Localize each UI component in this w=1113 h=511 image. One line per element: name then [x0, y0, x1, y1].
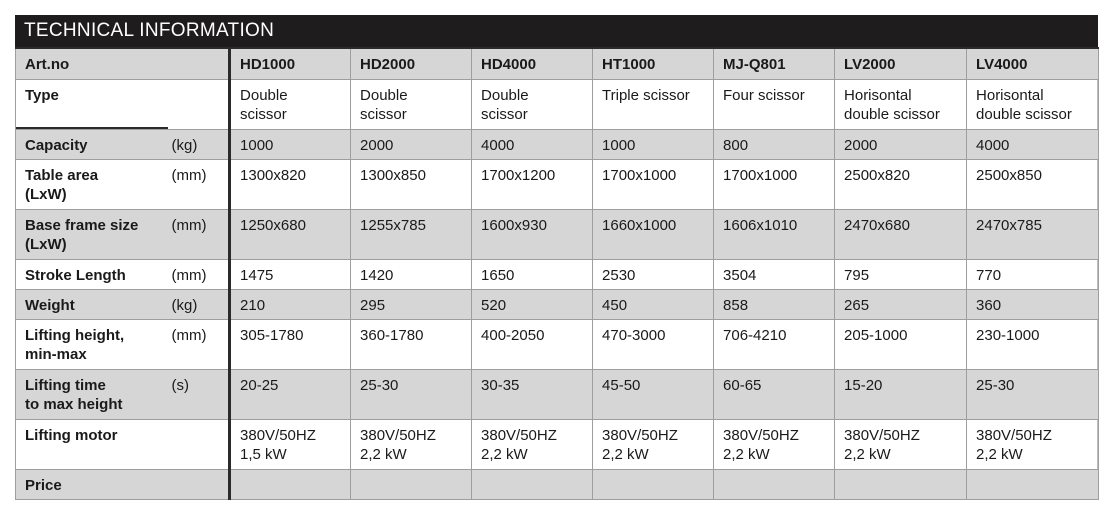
value-cell-mj-q801 — [714, 469, 835, 499]
value-cell-lv2000 — [835, 259, 967, 289]
value-cell-hd1000 — [230, 159, 351, 209]
cell-text: 858 — [723, 296, 749, 314]
cell-text: 380V/50HZ — [240, 426, 316, 444]
value-cell-hd4000 — [472, 369, 593, 419]
value-cell-lv2000 — [835, 369, 967, 419]
cell-text: 2,2 kW — [723, 445, 770, 463]
value-cell-hd4000 — [472, 419, 593, 469]
value-cell-hd4000 — [472, 319, 593, 369]
value-cell-hd2000 — [351, 129, 472, 159]
model-header-mj-q801: MJ-Q801 — [714, 48, 835, 79]
spec-row — [16, 259, 1099, 289]
value-cell-lv2000 — [835, 319, 967, 369]
spec-row — [16, 79, 1099, 129]
row-unit — [168, 79, 230, 129]
model-header-lv4000: LV4000 — [967, 48, 1099, 79]
model-header-lv2000: LV2000 — [835, 48, 967, 79]
cell-text: 4000 — [976, 136, 1010, 154]
cell-text: 1420 — [360, 266, 394, 284]
cell-text: 1300x850 — [360, 166, 426, 184]
cell-text: 360 — [976, 296, 1002, 314]
cell-text: to max height — [25, 395, 123, 413]
cell-text: Horisontal — [844, 86, 912, 104]
spec-row — [16, 369, 1099, 419]
cell-text: 770 — [976, 266, 1002, 284]
cell-text: 2470x785 — [976, 216, 1042, 234]
value-cell-hd4000 — [472, 209, 593, 259]
row-unit: (mm) — [168, 209, 230, 259]
cell-text: Double — [240, 86, 288, 104]
value-cell-hd2000 — [351, 289, 472, 319]
value-cell-lv2000 — [835, 79, 967, 129]
value-cell-hd2000 — [351, 419, 472, 469]
row-unit — [168, 469, 230, 499]
cell-text: 265 — [844, 296, 870, 314]
cell-text: Table area — [25, 166, 99, 184]
table-title: TECHNICAL INFORMATION — [15, 15, 1098, 47]
value-cell-hd1000 — [230, 259, 351, 289]
cell-text: 2000 — [844, 136, 878, 154]
value-cell-hd2000 — [351, 209, 472, 259]
cell-text: 30-35 — [481, 376, 520, 394]
value-cell-lv4000 — [967, 209, 1099, 259]
row-label — [16, 129, 168, 159]
value-cell-ht1000 — [593, 209, 714, 259]
spec-row — [16, 159, 1099, 209]
cell-text: 800 — [723, 136, 749, 154]
row-label — [16, 209, 168, 259]
label-underline — [16, 127, 168, 129]
value-cell-mj-q801 — [714, 289, 835, 319]
cell-text: scissor — [481, 105, 528, 123]
row-label — [16, 159, 168, 209]
cell-text: 2,2 kW — [844, 445, 891, 463]
cell-text: 1700x1200 — [481, 166, 556, 184]
cell-text: double scissor — [976, 105, 1072, 123]
cell-text: 1000 — [602, 136, 636, 154]
model-header-hd4000: HD4000 — [472, 48, 593, 79]
model-header-hd2000: HD2000 — [351, 48, 472, 79]
value-cell-hd4000 — [472, 469, 593, 499]
model-header-hd1000: HD1000 — [230, 48, 351, 79]
row-label-text: Stroke Length — [25, 266, 126, 284]
value-cell-ht1000 — [593, 159, 714, 209]
value-cell-hd1000 — [230, 79, 351, 129]
row-label-text: Weight — [25, 296, 75, 314]
model-header-ht1000: HT1000 — [593, 48, 714, 79]
value-cell-ht1000 — [593, 259, 714, 289]
value-cell-lv4000 — [967, 469, 1099, 499]
spec-row — [16, 419, 1099, 469]
cell-text: Horisontal — [976, 86, 1044, 104]
cell-text: 380V/50HZ — [481, 426, 557, 444]
value-cell-mj-q801 — [714, 259, 835, 289]
value-cell-hd2000 — [351, 79, 472, 129]
cell-text: (LxW) — [25, 185, 67, 203]
value-cell-hd4000 — [472, 259, 593, 289]
cell-text: 45-50 — [602, 376, 641, 394]
cell-text: 2,2 kW — [360, 445, 407, 463]
row-unit: (mm) — [168, 159, 230, 209]
value-cell-ht1000 — [593, 369, 714, 419]
cell-text: 706-4210 — [723, 326, 787, 344]
row-unit: (mm) — [168, 259, 230, 289]
value-cell-mj-q801 — [714, 129, 835, 159]
row-unit: (mm) — [168, 319, 230, 369]
cell-text: 470-3000 — [602, 326, 666, 344]
value-cell-ht1000 — [593, 289, 714, 319]
cell-text: 295 — [360, 296, 386, 314]
cell-text: 1,5 kW — [240, 445, 287, 463]
row-unit — [168, 419, 230, 469]
value-cell-hd1000 — [230, 209, 351, 259]
value-cell-hd2000 — [351, 159, 472, 209]
value-cell-lv4000 — [967, 259, 1099, 289]
cell-text: 230-1000 — [976, 326, 1040, 344]
cell-text: 380V/50HZ — [844, 426, 920, 444]
row-label-text: Price — [25, 476, 62, 494]
value-cell-hd4000 — [472, 289, 593, 319]
row-label — [16, 289, 168, 319]
cell-text: 2470x680 — [844, 216, 910, 234]
cell-text: 2000 — [360, 136, 394, 154]
value-cell-hd4000 — [472, 159, 593, 209]
header-label: Art.no — [16, 48, 230, 79]
value-cell-hd1000 — [230, 319, 351, 369]
spec-row — [16, 209, 1099, 259]
value-cell-ht1000 — [593, 129, 714, 159]
cell-text: 360-1780 — [360, 326, 424, 344]
cell-text: 380V/50HZ — [976, 426, 1052, 444]
cell-text: 2,2 kW — [976, 445, 1023, 463]
cell-text: min-max — [25, 345, 87, 363]
value-cell-hd2000 — [351, 469, 472, 499]
value-cell-lv2000 — [835, 159, 967, 209]
cell-text: 25-30 — [360, 376, 399, 394]
cell-text: 1475 — [240, 266, 274, 284]
spec-row — [16, 469, 1099, 499]
cell-text: 2,2 kW — [481, 445, 528, 463]
cell-text: 1250x680 — [240, 216, 306, 234]
spec-table — [15, 47, 1099, 500]
value-cell-lv2000 — [835, 209, 967, 259]
cell-text: 1300x820 — [240, 166, 306, 184]
cell-text: 305-1780 — [240, 326, 304, 344]
cell-text: Triple scissor — [602, 86, 690, 104]
cell-text: 205-1000 — [844, 326, 908, 344]
value-cell-hd2000 — [351, 319, 472, 369]
row-label-text: Lifting motor — [25, 426, 118, 444]
value-cell-hd1000 — [230, 369, 351, 419]
cell-text: 15-20 — [844, 376, 883, 394]
value-cell-hd2000 — [351, 369, 472, 419]
cell-text: 1650 — [481, 266, 515, 284]
value-cell-mj-q801 — [714, 209, 835, 259]
cell-text: 1606x1010 — [723, 216, 798, 234]
cell-text: 2,2 kW — [602, 445, 649, 463]
cell-text: 1600x930 — [481, 216, 547, 234]
value-cell-ht1000 — [593, 419, 714, 469]
row-label — [16, 369, 168, 419]
value-cell-lv4000 — [967, 319, 1099, 369]
value-cell-ht1000 — [593, 79, 714, 129]
row-label — [16, 259, 168, 289]
row-label — [16, 469, 168, 499]
value-cell-mj-q801 — [714, 79, 835, 129]
cell-text: 20-25 — [240, 376, 279, 394]
value-cell-hd1000 — [230, 129, 351, 159]
cell-text: 1700x1000 — [723, 166, 798, 184]
cell-text: 1660x1000 — [602, 216, 677, 234]
cell-text: 4000 — [481, 136, 515, 154]
value-cell-mj-q801 — [714, 369, 835, 419]
cell-text: double scissor — [844, 105, 940, 123]
value-cell-lv4000 — [967, 369, 1099, 419]
row-unit: (s) — [168, 369, 230, 419]
spec-row — [16, 319, 1099, 369]
cell-text: 60-65 — [723, 376, 762, 394]
value-cell-ht1000 — [593, 469, 714, 499]
value-cell-lv2000 — [835, 469, 967, 499]
value-cell-hd1000 — [230, 289, 351, 319]
cell-text: 400-2050 — [481, 326, 545, 344]
value-cell-hd2000 — [351, 259, 472, 289]
value-cell-hd4000 — [472, 129, 593, 159]
cell-text: 1255x785 — [360, 216, 426, 234]
row-label-text: Capacity — [25, 136, 88, 154]
cell-text: scissor — [240, 105, 287, 123]
cell-text: 3504 — [723, 266, 757, 284]
cell-text: 2500x850 — [976, 166, 1042, 184]
row-label-text: Type — [25, 86, 59, 104]
row-label — [16, 319, 168, 369]
cell-text: 25-30 — [976, 376, 1015, 394]
value-cell-mj-q801 — [714, 319, 835, 369]
cell-text: Double — [360, 86, 408, 104]
spec-row — [16, 289, 1099, 319]
cell-text: 1700x1000 — [602, 166, 677, 184]
value-cell-lv2000 — [835, 289, 967, 319]
row-label — [16, 79, 168, 129]
cell-text: 795 — [844, 266, 870, 284]
value-cell-lv4000 — [967, 419, 1099, 469]
cell-text: (LxW) — [25, 235, 67, 253]
value-cell-lv2000 — [835, 419, 967, 469]
cell-text: 450 — [602, 296, 628, 314]
value-cell-ht1000 — [593, 319, 714, 369]
row-unit: (kg) — [168, 289, 230, 319]
cell-text: 2500x820 — [844, 166, 910, 184]
cell-text: 2530 — [602, 266, 636, 284]
cell-text: Double — [481, 86, 529, 104]
value-cell-lv4000 — [967, 129, 1099, 159]
header-row — [16, 48, 1099, 79]
cell-text: 380V/50HZ — [723, 426, 799, 444]
cell-text: Lifting height, — [25, 326, 125, 344]
cell-text: Four scissor — [723, 86, 805, 104]
value-cell-mj-q801 — [714, 159, 835, 209]
value-cell-lv2000 — [835, 129, 967, 159]
value-cell-hd1000 — [230, 419, 351, 469]
spec-row — [16, 129, 1099, 159]
cell-text: 380V/50HZ — [360, 426, 436, 444]
value-cell-lv4000 — [967, 289, 1099, 319]
cell-text: scissor — [360, 105, 407, 123]
value-cell-hd4000 — [472, 79, 593, 129]
value-cell-lv4000 — [967, 159, 1099, 209]
cell-text: 210 — [240, 296, 266, 314]
cell-text: 380V/50HZ — [602, 426, 678, 444]
row-unit: (kg) — [168, 129, 230, 159]
row-label — [16, 419, 168, 469]
cell-text: 1000 — [240, 136, 274, 154]
cell-text: 520 — [481, 296, 507, 314]
value-cell-hd1000 — [230, 469, 351, 499]
cell-text: Base frame size — [25, 216, 139, 234]
cell-text: Lifting time — [25, 376, 106, 394]
value-cell-mj-q801 — [714, 419, 835, 469]
value-cell-lv4000 — [967, 79, 1099, 129]
